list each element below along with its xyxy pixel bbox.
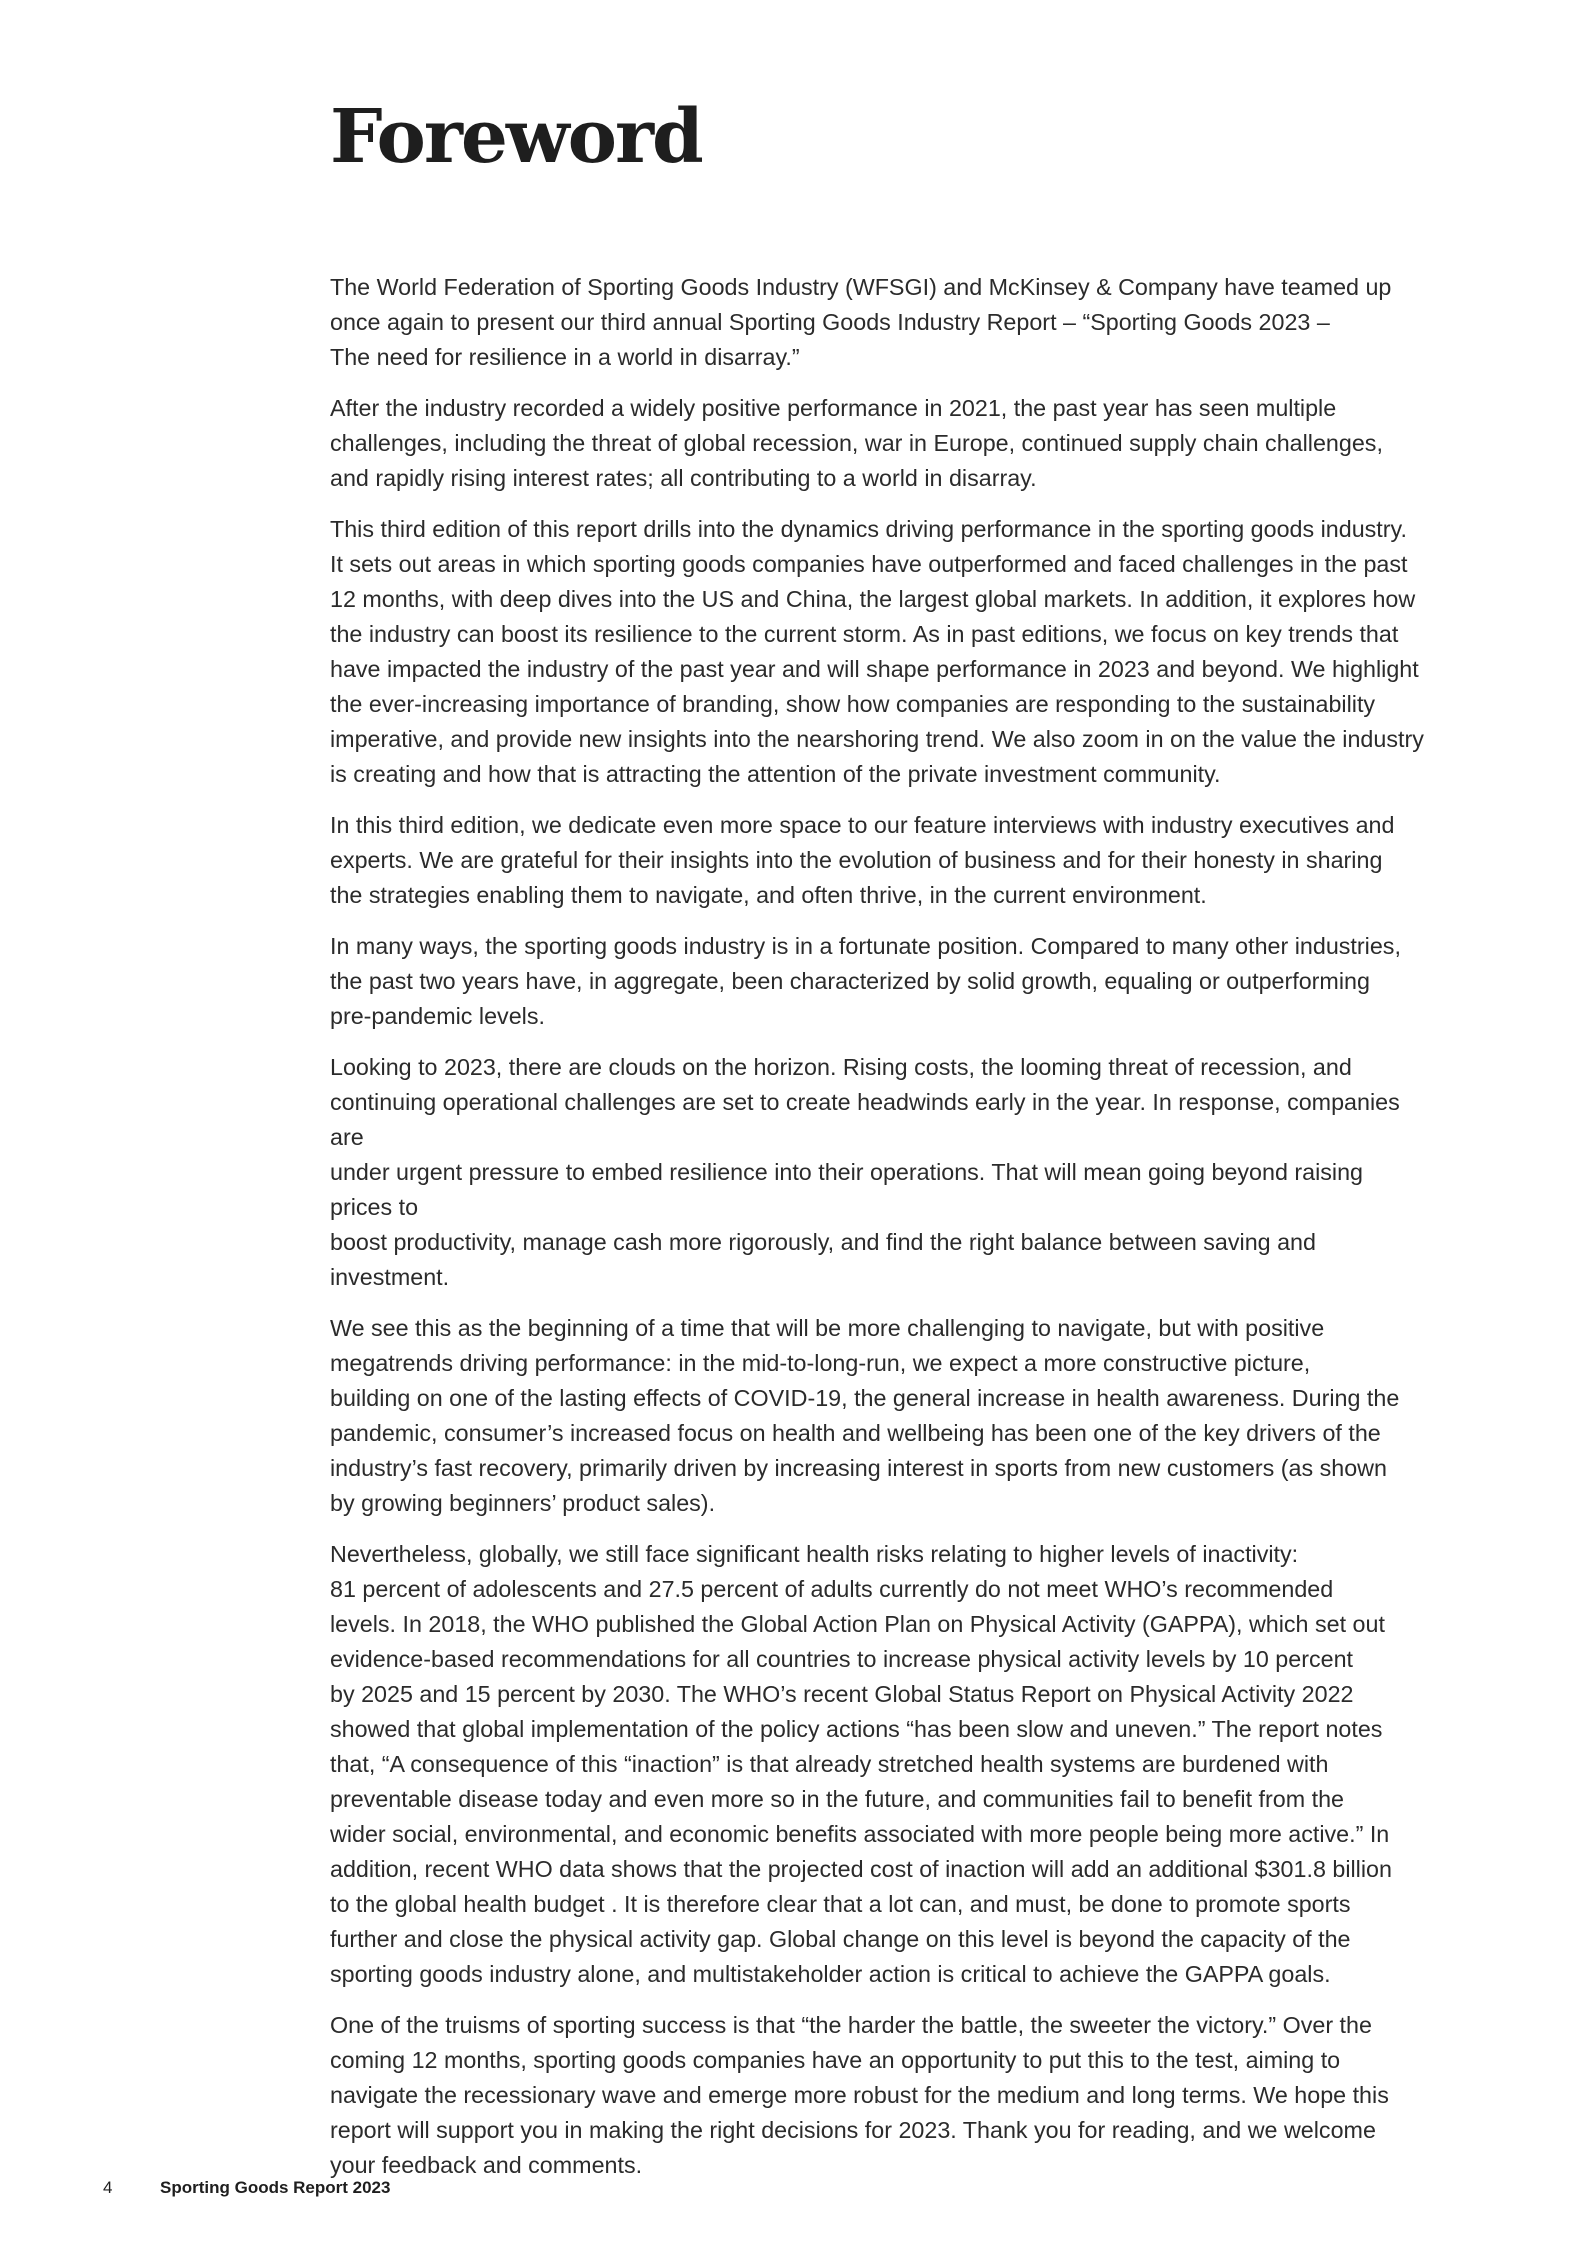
page-title: Foreword [330, 94, 702, 180]
paragraph-fortunate-position: In many ways, the sporting goods industry is in a fortunate position. Compared to many other industries, the past two years have, in aggregate, been characterized by solid growth, equaling or outperforming pre-pandemic levels. [330, 933, 1401, 1029]
paragraph-outlook-2023: Looking to 2023, there are clouds on the horizon. Rising costs, the looming threat of recession, and continuing operational challenges are set to create headwinds early in the year. In response, companies are under urgent pressure to embed resilience into their operations. That will mean going beyond raising prices to boost productivity, manage cash more rigorously, and find the right balance between saving and investment. [330, 1054, 1400, 1290]
paragraph-megatrends: We see this as the beginning of a time that will be more challenging to navigate, but with positive megatrends driving performance: in the mid-to-long-run, we expect a more constructive picture, building on one of the lasting effects of COVID-19, the general increase in health awareness. During the pandemic, consumer’s increased focus on health and wellbeing has been one of the key drivers of the industry’s fast recovery, primarily driven by increasing interest in sports from new customers (as shown by growing beginners’ product sales). [330, 1315, 1400, 1516]
paragraph-intro: The World Federation of Sporting Goods Industry (WFSGI) and McKinsey & Company have teamed up once again to present our third annual Sporting Goods Industry Report – “Sporting Goods 2023 – The need for resilience in a world in disarray.” [330, 274, 1392, 370]
page-number: 4 [103, 2178, 113, 2197]
paragraph-third-edition: This third edition of this report drills into the dynamics driving performance in the sporting goods industry. It sets out areas in which sporting goods companies have outperformed and faced challenges in the past 12 months, with deep dives into the US and China, the largest global markets. In addition, it explores how the industry can boost its resilience to the current storm. As in past editions, we focus on key trends that have impacted the industry of the past year and will shape performance in 2023 and beyond. We highlight the ever-increasing importance of branding, show how companies are responding to the sustainability imperative, and provide new insights into the nearshoring trend. We also zoom in on the value the industry is creating and how that is attracting the attention of the private investment community. [330, 516, 1424, 787]
paragraph-challenges: After the industry recorded a widely positive performance in 2021, the past year has seen multiple challenges, including the threat of global recession, war in Europe, continued supply chain challenges, and rapidly rising interest rates; all contributing to a world in disarray. [330, 395, 1383, 491]
foreword-body [330, 270, 1430, 2199]
footer-report-title: Sporting Goods Report 2023 [160, 2178, 391, 2197]
paragraph-health-risks: Nevertheless, globally, we still face significant health risks relating to higher levels of inactivity: 81 percent of adolescents and 27.5 percent of adults currently do not meet WHO’s recommended levels. In 2018, the WHO published the Global Action Plan on Physical Activity (GAPPA), which set out evidence-based recommendations for all countries to increase physical activity levels by 10 percent by 2025 and 15 percent by 2030. The WHO’s recent Global Status Report on Physical Activity 2022 showed that global implementation of the policy actions “has been slow and uneven.” The report notes that, “A consequence of this “inaction” is that already stretched health systems are burdened with preventable disease today and even more so in the future, and communities fail to benefit from the wider social, environmental, and economic benefits associated with more people being more active.” In addition, recent WHO data shows that the projected cost of inaction will add an additional $301.8 billion to the global health budget . It is therefore clear that a lot can, and must, be done to promote sports further and close the physical activity gap. Global change on this level is beyond the capacity of the sporting goods industry alone, and multistakeholder action is critical to achieve the GAPPA goals. [330, 1541, 1392, 1987]
paragraph-closing: One of the truisms of sporting success is that “the harder the battle, the sweeter the victory.” Over the coming 12 months, sporting goods companies have an opportunity to put this to the test, aiming to navigate the recessionary wave and emerge more robust for the medium and long terms. We hope this report will support you in making the right decisions for 2023. Thank you for reading, and we welcome your feedback and comments. [330, 2012, 1389, 2178]
paragraph-interviews: In this third edition, we dedicate even more space to our feature interviews with industry executives and experts. We are grateful for their insights into the evolution of business and for their honesty in sharing the strategies enabling them to navigate, and often thrive, in the current environment. [330, 812, 1395, 908]
